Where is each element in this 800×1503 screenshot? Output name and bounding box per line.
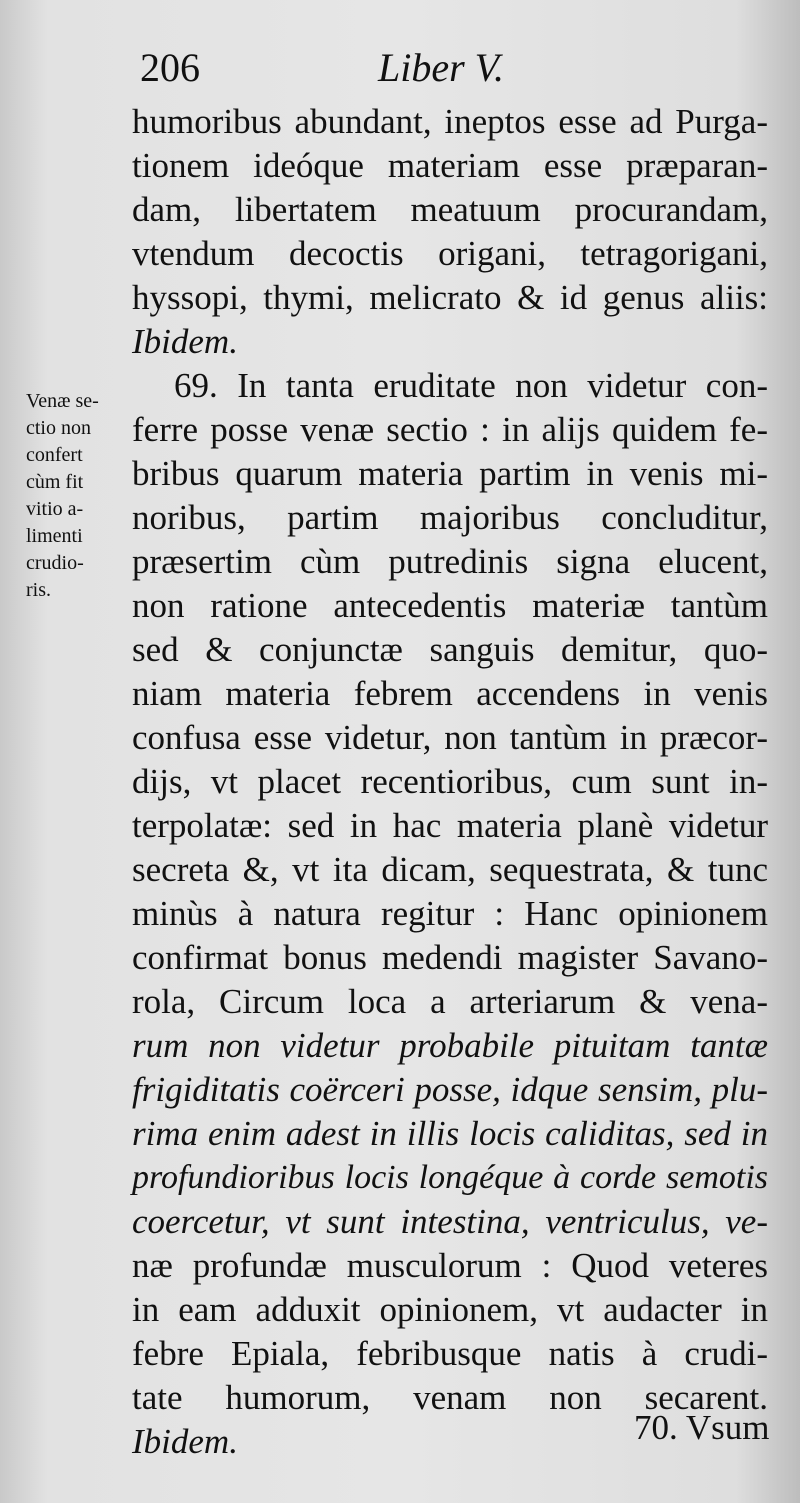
text-line: confirmat bonus medendi magister Savano- [132, 938, 768, 977]
text-line: præsertim cùm putredinis signa elucent, [132, 542, 768, 581]
text-line: vtendum decoctis origani, tetragorigani, [132, 234, 768, 273]
text-line: dam, libertatem meatuum procurandam, [132, 190, 768, 229]
margin-note-line: crudio- [26, 552, 84, 574]
body-text [132, 100, 768, 1464]
margin-note-line: Venæ se- [26, 390, 99, 412]
text-line: noribus, partim majoribus concluditur, [132, 498, 768, 537]
text-line: ferre posse venæ sectio : in alijs quidem fe- [132, 410, 768, 449]
text-line: rola, Circum loca a arteriarum & vena- [132, 982, 768, 1021]
margin-note-line: ctio non [26, 417, 91, 439]
margin-note-line: confert [26, 444, 83, 466]
margin-note-line: vitio a- [26, 498, 84, 520]
text-line: tate humorum, venam non secarent. [132, 1378, 768, 1417]
margin-note-line: ris. [26, 579, 51, 601]
text-line: humoribus abundant, ineptos esse ad Purga- [132, 102, 768, 141]
text-line: febre Epiala, febribusque natis à crudi- [132, 1334, 768, 1373]
margin-note-line: cùm fit [26, 471, 84, 493]
page-number: 206 [140, 45, 200, 90]
text-line: profundioribus locis longéque à corde semotis [132, 1159, 768, 1196]
text-line: non ratione antecedentis materiæ tantùm [132, 586, 768, 625]
text-line: hyssopi, thymi, melicrato & id genus aliis: [132, 278, 768, 317]
text-line: coercetur, vt sunt intestina, ventriculus, ve- [132, 1202, 768, 1241]
margin-note-line: limenti [26, 525, 83, 547]
margin-note [26, 388, 136, 604]
running-head [140, 44, 560, 100]
text-line: secreta &, vt ita dicam, sequestrata, & tunc [132, 850, 768, 889]
text-line: næ profundæ musculorum : Quod veteres [132, 1246, 768, 1285]
text-line: confusa esse videtur, non tantùm in præcor- [132, 718, 768, 757]
text-line: in eam adduxit opinionem, vt audacter in [132, 1290, 768, 1329]
text-line: Ibidem. [132, 322, 238, 361]
catchword: 70. Vsum [634, 1408, 770, 1447]
text-line: minùs à natura regitur : Hanc opinionem [132, 894, 768, 933]
text-line: Ibidem. [132, 1422, 238, 1461]
text-line: frigiditatis coërceri posse, idque sensim, plu- [132, 1070, 768, 1109]
text-line: 69. In tanta eruditate non videtur con- [174, 366, 768, 405]
text-line: tionem ideóque materiam esse præparan- [132, 146, 768, 185]
text-line: bribus quarum materia partim in venis mi- [132, 454, 768, 493]
text-line: rum non videtur probabile pituitam tantæ [132, 1026, 768, 1065]
text-line: niam materia febrem accendens in venis [132, 674, 768, 713]
text-line: sed & conjunctæ sanguis demitur, quo- [132, 630, 768, 669]
text-line: dijs, vt placet recentioribus, cum sunt in- [132, 762, 768, 801]
running-title: Liber V. [378, 45, 504, 90]
text-line: rima enim adest in illis locis caliditas, sed in [132, 1114, 768, 1153]
text-line: terpolatæ: sed in hac materia planè videtur [132, 806, 768, 845]
